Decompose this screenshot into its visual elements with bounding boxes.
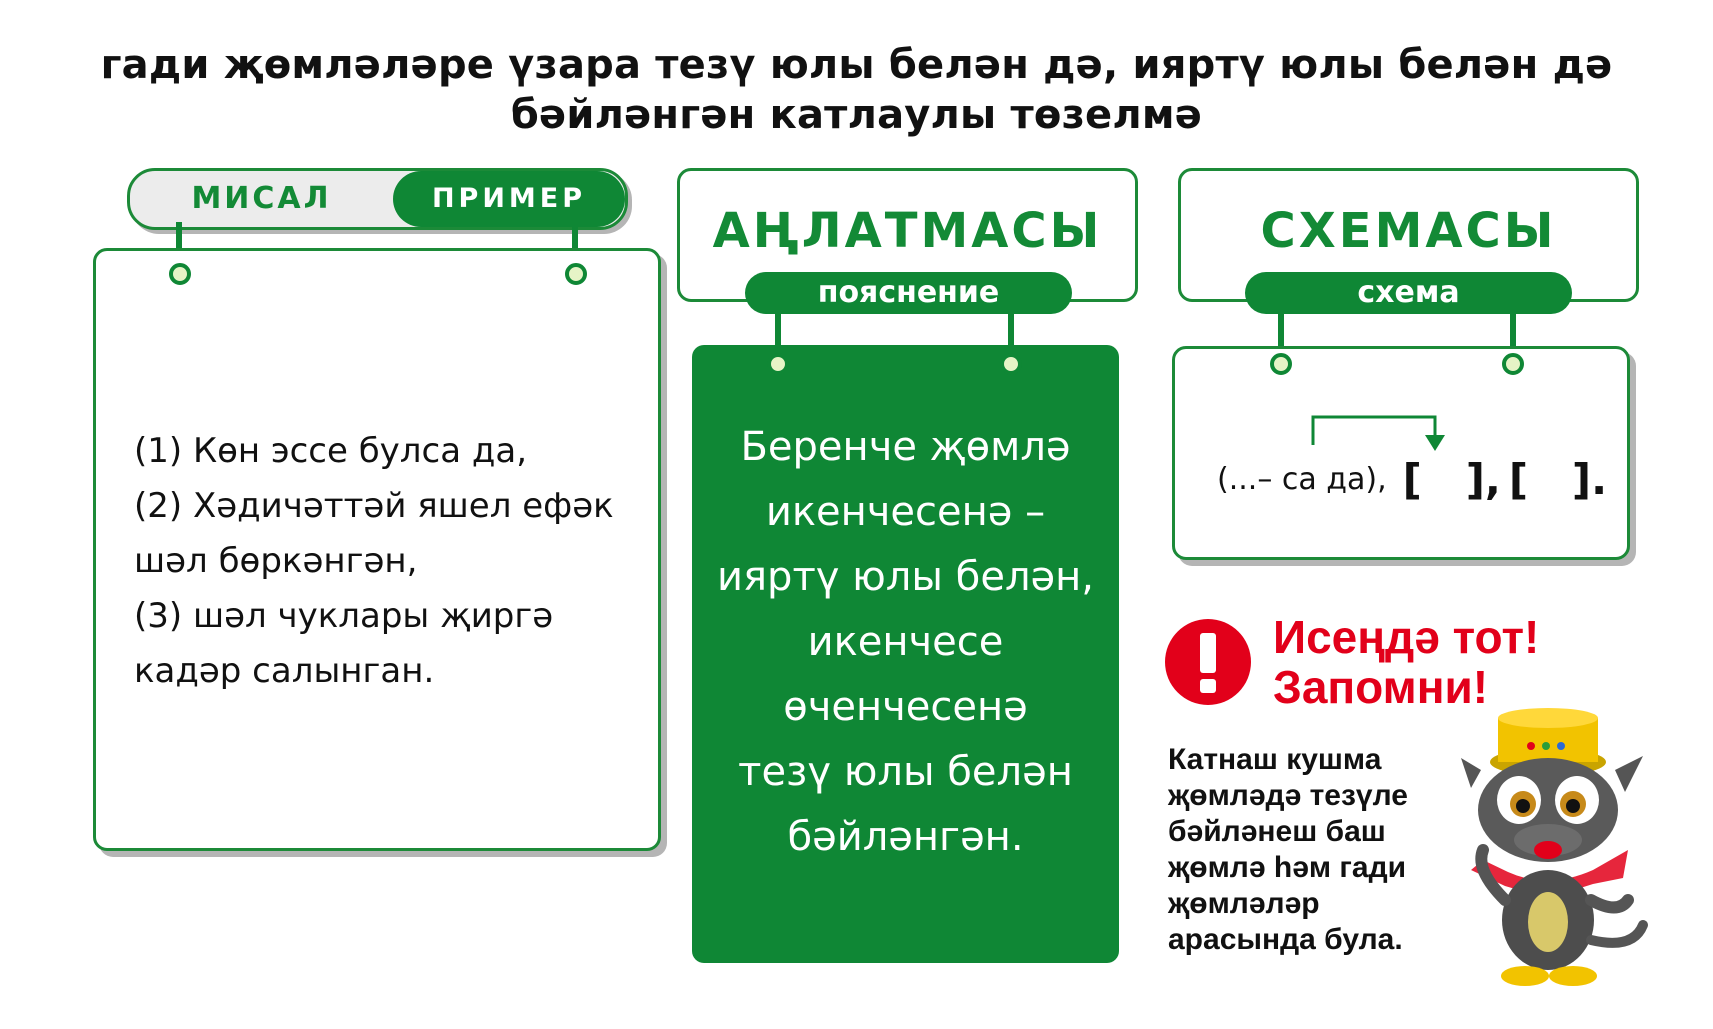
explanation-line: Беренче җөмлә <box>740 424 1071 470</box>
scheme-subheading: схема <box>1245 272 1572 314</box>
remember-line: арасында була. <box>1168 923 1403 956</box>
explanation-heading: АҢЛАТМАСЫ <box>712 203 1103 259</box>
example-line: шәл бөркәнгән, <box>134 541 418 581</box>
scheme-formula <box>1217 452 1617 506</box>
scheme-simple-clause-bracket: [ ]. <box>1508 454 1608 504</box>
example-line: (1) Көн эссе булса да, <box>134 431 528 471</box>
explanation-subheading: пояснение <box>745 272 1072 314</box>
remember-title-line1: Исеңдә тот! <box>1273 611 1540 663</box>
example-card <box>93 248 661 851</box>
remember-text <box>1168 742 1468 958</box>
dragon-mascot-icon <box>1453 700 1653 990</box>
example-ring-left <box>169 263 191 285</box>
remember-line: җөмләләр <box>1168 887 1320 920</box>
explanation-line: бәйләнгән. <box>787 814 1024 860</box>
example-tab-bar <box>127 168 628 230</box>
remember-line: бәйләнеш баш <box>1168 815 1386 848</box>
example-line: кадәр салынган. <box>134 651 435 691</box>
scheme-subordinate-clause: (...– са да), <box>1217 461 1387 497</box>
page-title-line1: гади җөмләләре үзара тезү юлы белән дә, ияртү юлы белән дә <box>100 42 1613 88</box>
remember-line: җөмлә һәм гади <box>1168 851 1407 884</box>
explanation-line: ияртү юлы белән, <box>717 554 1094 600</box>
scheme-main-clause-bracket: [ ], <box>1402 454 1501 504</box>
example-line: (3) шәл чуклары җиргә <box>134 596 554 636</box>
scheme-card <box>1172 346 1630 560</box>
example-tab-left: МИСАЛ <box>191 181 332 216</box>
example-ring-right <box>565 263 587 285</box>
exclamation-icon <box>1163 617 1253 707</box>
explanation-card <box>692 345 1119 963</box>
scheme-ring-right <box>1502 353 1524 375</box>
remember-line: Катнаш кушма <box>1168 743 1382 776</box>
remember-title <box>1273 612 1693 712</box>
remember-line: җөмләдә тезүле <box>1168 779 1408 812</box>
example-line: (2) Хәдичәттәй яшел ефәк <box>134 486 614 526</box>
explanation-line: өченчесенә <box>783 684 1028 730</box>
explanation-line: тезү юлы белән <box>738 749 1073 795</box>
page-title-line2: бәйләнгән катлаулы төзелмә <box>510 92 1203 138</box>
scheme-ring-left <box>1270 353 1292 375</box>
scheme-heading: СХЕМАСЫ <box>1260 203 1557 259</box>
explanation-ring-right <box>1000 353 1022 375</box>
example-tab-right: ПРИМЕР <box>393 171 625 227</box>
explanation-line: икенчесе <box>807 619 1004 665</box>
explanation-text <box>692 415 1119 870</box>
explanation-ring-left <box>767 353 789 375</box>
explanation-line: икенчесенә – <box>765 489 1046 535</box>
example-text <box>134 424 644 699</box>
remember-title-line2: Запомни! <box>1273 661 1489 713</box>
